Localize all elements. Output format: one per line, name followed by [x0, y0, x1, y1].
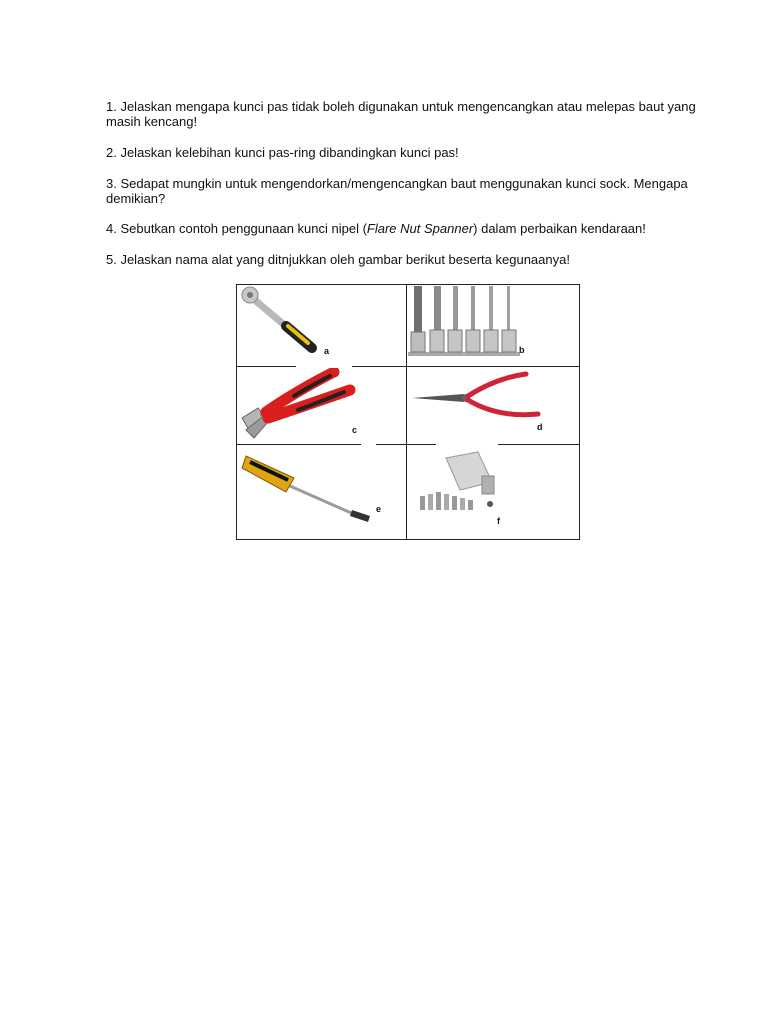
question-3: 3. Sedapat mungkin untuk mengendorkan/mengencangkan baut menggunakan kunci sock. Mengapa demikian? [106, 176, 688, 206]
tool-cell-a [238, 286, 406, 366]
tool-cell-b [408, 286, 578, 366]
tools-figure-grid [236, 284, 580, 540]
question-4-term: Flare Nut Spanner [366, 221, 474, 236]
tool-cell-e [238, 446, 406, 538]
combination-pliers-icon [238, 368, 406, 444]
tool-label-b: b [519, 345, 525, 355]
tool-cell-c [238, 368, 406, 444]
tool-label-f: f [497, 516, 500, 526]
tool-cell-d [408, 368, 578, 444]
question-4-prefix: 4. Sebutkan contoh penggunaan kunci nipel ( [106, 221, 367, 236]
tool-cell-f [408, 446, 578, 538]
question-2: 2. Jelaskan kelebihan kunci pas-ring dibandingkan kunci pas! [106, 145, 459, 160]
ratchet-icon [238, 286, 406, 366]
grid-divider-row2-mid [376, 444, 436, 445]
impact-driver-icon [408, 446, 578, 538]
grid-divider-row1-right [352, 366, 580, 367]
grid-divider-row2-left [236, 444, 361, 445]
grid-divider-row1-left [236, 366, 296, 367]
grid-divider-vertical [406, 284, 407, 540]
tool-label-a: a [324, 346, 330, 356]
tool-label-e: e [376, 504, 382, 514]
long-nose-pliers-icon [408, 368, 578, 444]
question-4-suffix: ) dalam perbaikan kendaraan! [473, 221, 646, 236]
socket-bits-icon [408, 286, 578, 366]
grid-divider-row2-right [498, 444, 580, 445]
question-4 [106, 221, 706, 236]
tool-label-c: c [352, 425, 358, 435]
tool-label-d: d [537, 422, 543, 432]
question-5: 5. Jelaskan nama alat yang ditnjukkan oleh gambar berikut beserta kegunaanya! [106, 252, 570, 267]
question-1: 1. Jelaskan mengapa kunci pas tidak boleh digunakan untuk mengencangkan atau melepas baut yang masih kencang! [106, 99, 696, 129]
flat-screwdriver-icon [238, 446, 406, 538]
